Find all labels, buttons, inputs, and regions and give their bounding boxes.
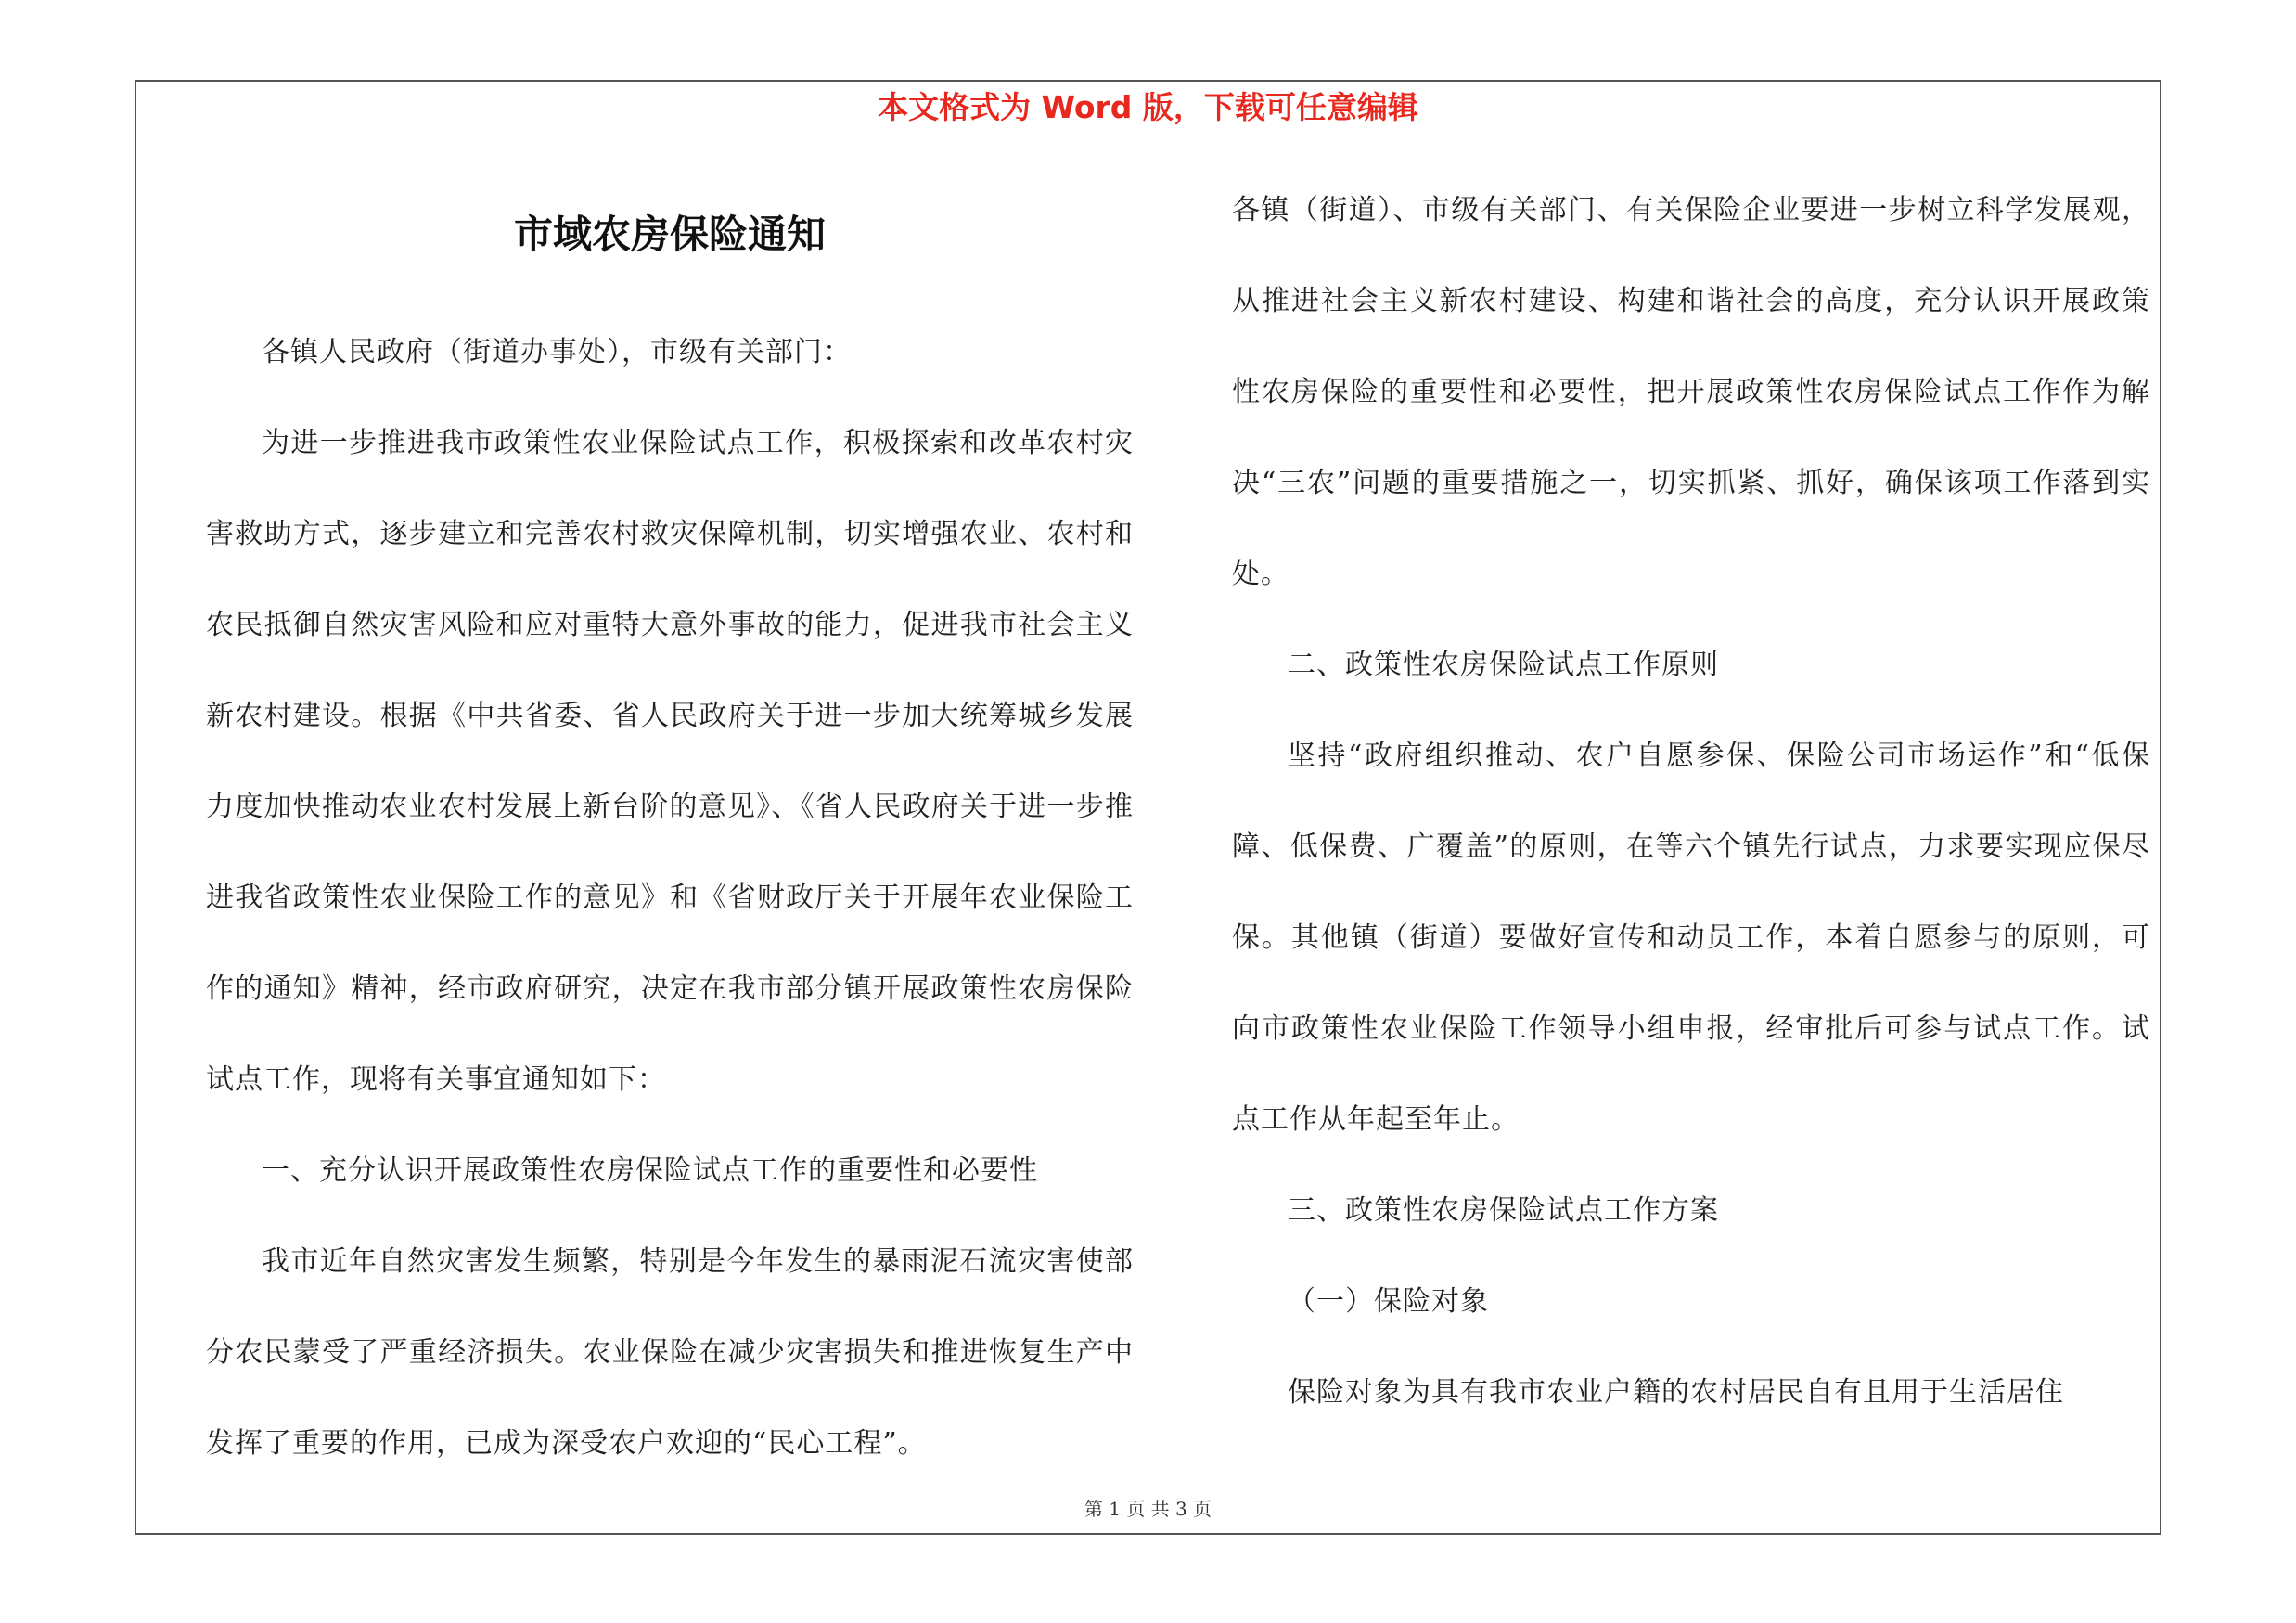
section-2-paragraph: 坚持“政府组织推动、农户自愿参保、保险公司市场运作”和“低保障、低保费、广覆盖”的原则，在等六个镇先行试点，力求要实现应保尽保。其他镇（街道）要做好宣传和动员工作，本着自愿参与的原则，可向市政策性农业保险工作领导小组申报，经审批后可参与试点工作。试点工作从年起至年止。 xyxy=(1232,740,2150,1136)
salutation-paragraph: 各镇人民政府（街道办事处），市级有关部门： xyxy=(262,336,852,368)
document-title: 市域农房保险通知 xyxy=(513,212,826,257)
section-heading-1: 一、充分认识开展政策性农房保险试点工作的重要性和必要性 xyxy=(262,1154,1038,1187)
section-heading-3: 三、政策性农房保险试点工作方案 xyxy=(1288,1194,1719,1227)
insured-paragraph: 保险对象为具有我市农业户籍的农村居民自有且用于生活居住 xyxy=(1288,1376,2064,1409)
section-1-continued-paragraph: 各镇（街道）、市级有关部门、有关保险企业要进一步树立科学发展观，从推进社会主义新农村建设、构建和谐社会的高度，充分认识开展政策性农房保险的重要性和必要性，把开展政策性农房保险试点工作作为解决“三农”问题的重要措施之一，切实抓紧、抓好，确保该项工作落到实处。 xyxy=(1232,194,2150,590)
subsection-heading-insured: （一）保险对象 xyxy=(1288,1285,1489,1318)
format-banner: 本文格式为 Word 版，下载可任意编辑 xyxy=(878,89,1418,125)
section-1-paragraph: 我市近年自然灾害发生频繁，特别是今年发生的暴雨泥石流灾害使部分农民蒙受了严重经济损失。农业保险在减少灾害损失和推进恢复生产中发挥了重要的作用，已成为深受农户欢迎的“民心工程”。 xyxy=(206,1245,1134,1460)
left-column xyxy=(206,307,1134,1489)
page-number-footer: 第 1 页 共 3 页 xyxy=(1084,1498,1212,1520)
intro-paragraph: 为进一步推进我市政策性农业保险试点工作，积极探索和改革农村灾害救助方式，逐步建立和完善农村救灾保障机制，切实增强农业、农村和农民抵御自然灾害风险和应对重特大意外事故的能力，促进我市社会主义新农村建设。根据《中共省委、省人民政府关于进一步加大统筹城乡发展力度加快推动农业农村发展上新台阶的意见》、《省人民政府关于进一步推进我省政策性农业保险工作的意见》和《省财政厅关于开展年农业保险工作的通知》精神，经市政府研究，决定在我市部分镇开展政策性农房保险试点工作，现将有关事宜通知如下： xyxy=(206,427,1134,1096)
section-heading-2: 二、政策性农房保险试点工作原则 xyxy=(1288,649,1719,681)
right-column xyxy=(1232,165,2150,1438)
